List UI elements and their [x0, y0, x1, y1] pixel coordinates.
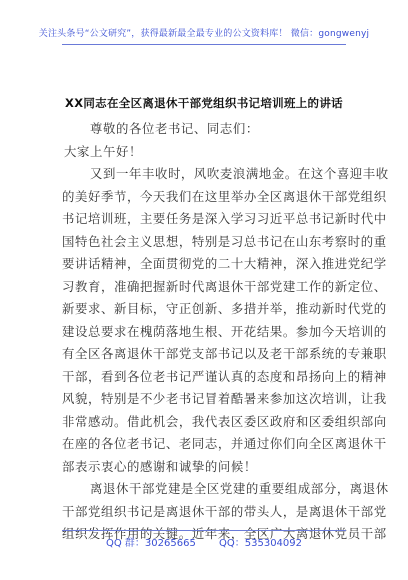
- body-line: 非常感动。借此机会，我代表区委区政府和区委组织部向: [62, 413, 387, 429]
- body-line: 建设总要求在槐荫落地生根、开花结果。参加今天培训的: [62, 323, 387, 339]
- header-divider: [62, 44, 346, 45]
- header-banner: 关注头条号“公文研究”，获得最新最全最专业的公文资料库！ 微信：gongwenyj: [38, 29, 370, 39]
- body-line: 国特色社会主义思想，特别是习总书记在山东考察时的重: [62, 233, 387, 249]
- body-line: 在座的各位老书记、老同志，并通过你们向全区离退休干: [62, 436, 387, 451]
- body-line: 部表示衷心的感谢和诚挚的问候！: [62, 458, 257, 474]
- document-title: XX同志在全区离退休干部党组织书记培训班上的讲话: [65, 96, 343, 110]
- footer-divider: [62, 530, 346, 531]
- footer-qq-group: QQ 群：30265665: [105, 538, 196, 549]
- footer: [0, 534, 408, 549]
- body-line: 干部党组织书记是离退休干部的带头人，是离退休干部党: [62, 503, 387, 519]
- document-body: [62, 118, 389, 546]
- body-line: 干部，看到各位老书记严谨认真的态度和昂扬向上的精神: [62, 368, 387, 384]
- body-line: 习教育，准确把握新时代离退休干部党建工作的新定位、: [62, 278, 387, 294]
- body-line: 风貌，特别是不少老书记冒着酷暑来参加这次培训，让我: [62, 391, 387, 406]
- body-line: 尊敬的各位老书记、同志们：: [90, 121, 259, 136]
- body-line: 组织发挥作用的关键。近年来，全区广大离退休党员干部: [62, 526, 387, 541]
- body-line: 要讲话精神，全面贯彻党的二十大精神，深入推进党纪学: [62, 256, 387, 271]
- body-line: 新要求、新目标，守正创新、多措并举，推动新时代党的: [62, 301, 387, 316]
- body-line: 的美好季节，今天我们在这里举办全区离退休干部党组织: [62, 188, 387, 204]
- body-line: 离退休干部党建是全区党建的重要组成部分，离退休: [90, 481, 389, 496]
- body-line: 有全区各离退休干部党支部书记以及老干部系统的专兼职: [62, 346, 387, 361]
- body-line: 又到一年丰收时，风吹麦浪满地金。在这个喜迎丰收: [90, 166, 389, 181]
- body-line: 大家上午好！: [64, 143, 142, 159]
- body-line: 书记培训班，主要任务是深入学习习近平总书记新时代中: [62, 211, 387, 226]
- footer-qq: QQ：535304092: [219, 538, 303, 549]
